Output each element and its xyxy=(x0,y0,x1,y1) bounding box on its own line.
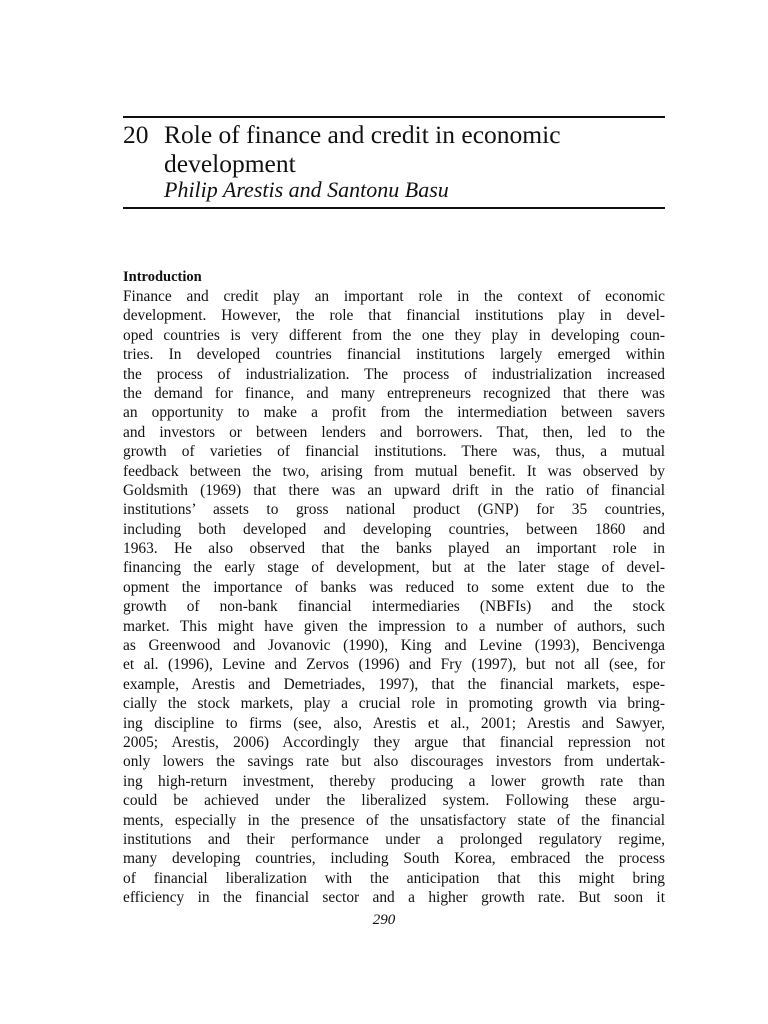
body-line: the process of industrialization. The process of industrialization increased xyxy=(123,365,665,383)
body-line: the demand for finance, and many entrepreneurs recognized that there was xyxy=(123,384,665,402)
body-line: an opportunity to make a profit from the intermediation between savers xyxy=(123,404,665,422)
page-number: 290 xyxy=(372,912,396,928)
body-paragraph xyxy=(123,287,665,908)
body-line: 1963. He also observed that the banks played an important role in xyxy=(123,540,665,558)
body-line: and investors or between lenders and borrowers. That, then, led to the xyxy=(123,423,665,441)
chapter-number: 20 xyxy=(123,120,149,149)
body-line: ing discipline to firms (see, also, Arestis et al., 2001; Arestis and Sawyer, xyxy=(123,714,665,732)
body-line: as Greenwood and Jovanovic (1990), King and Levine (1993), Bencivenga xyxy=(123,637,665,655)
body-line: tries. In developed countries financial institutions largely emerged within xyxy=(123,346,665,364)
body-line: oped countries is very different from the one they play in developing coun- xyxy=(123,326,665,344)
body-line: growth of varieties of financial institutions. There was, thus, a mutual xyxy=(123,443,665,461)
body-line: Finance and credit play an important role in the context of economic xyxy=(123,288,665,305)
body-line: development. However, the role that financial institutions play in devel- xyxy=(123,307,665,325)
body-line: institutions’ assets to gross national product (GNP) for 35 countries, xyxy=(123,501,665,519)
body-line: only lowers the savings rate but also discourages investors from undertak- xyxy=(123,753,665,771)
body-line: 2005; Arestis, 2006) Accordingly they argue that financial repression not xyxy=(123,733,665,751)
body-line: efficiency in the financial sector and a higher growth rate. But soon it xyxy=(123,889,665,907)
body-line: institutions and their performance under a prolonged regulatory regime, xyxy=(123,830,665,848)
body-line: ments, especially in the presence of the unsatisfactory state of the financial xyxy=(123,811,665,829)
body-line: opment the importance of banks was reduced to some extent due to the xyxy=(123,578,665,596)
body-line: ing high-return investment, thereby producing a lower growth rate than xyxy=(123,772,665,790)
body-line: of financial liberalization with the anticipation that this might bring xyxy=(123,869,665,887)
body-line: et al. (1996), Levine and Zervos (1996) and Fry (1997), but not all (see, for xyxy=(123,656,665,674)
body-line: example, Arestis and Demetriades, 1997), that the financial markets, espe- xyxy=(123,675,665,693)
body-line: market. This might have given the impression to a number of authors, such xyxy=(123,617,665,635)
top-rule xyxy=(123,116,665,118)
chapter-title: Role of finance and credit in economic development xyxy=(164,120,561,178)
chapter-authors: Philip Arestis and Santonu Basu xyxy=(164,177,449,202)
body-line: financing the early stage of development, but at the later stage of devel- xyxy=(123,559,665,577)
body-line: including both developed and developing countries, between 1860 and xyxy=(123,520,665,538)
body-line: many developing countries, including South Korea, embraced the process xyxy=(123,850,665,868)
body-line: cially the stock markets, play a crucial role in promoting growth via bring- xyxy=(123,695,665,713)
body-line: Goldsmith (1969) that there was an upward drift in the ratio of financial xyxy=(123,481,665,499)
section-heading: Introduction xyxy=(123,269,202,285)
bottom-rule xyxy=(123,207,665,209)
body-line: growth of non-bank financial intermediaries (NBFIs) and the stock xyxy=(123,598,665,616)
body-line: feedback between the two, arising from mutual benefit. It was observed by xyxy=(123,462,665,480)
body-line: could be achieved under the liberalized system. Following these argu- xyxy=(123,792,665,810)
